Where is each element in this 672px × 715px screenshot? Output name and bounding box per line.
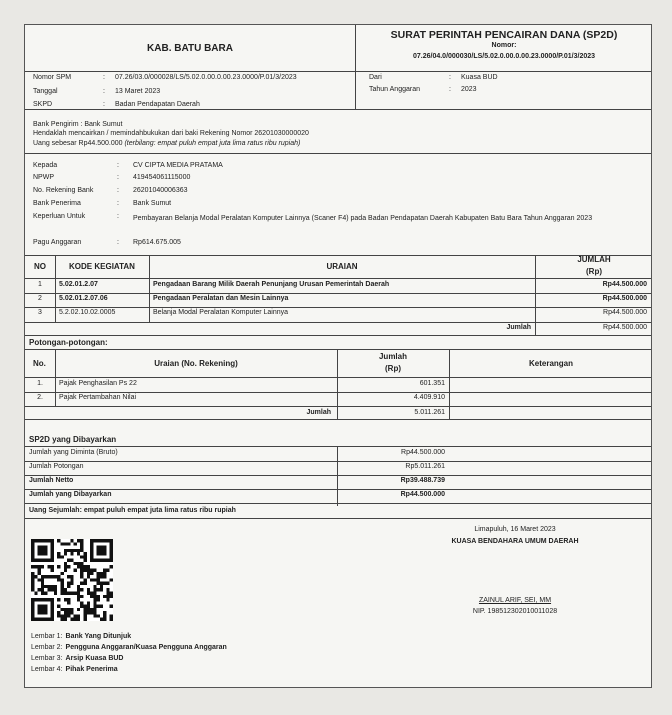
potongan-jumlah-label: Jumlah (306, 409, 331, 416)
pagu-value: Rp614.675.005 (133, 239, 181, 246)
dibayarkan-row-value: Rp44.500.000 (400, 491, 445, 498)
col-no: NO (34, 262, 46, 271)
bank-penerima-value: Bank Sumut (133, 200, 172, 207)
dibayarkan-row-value: Rp5.011.261 (405, 463, 445, 470)
tahun-anggaran-value: 2023 (461, 86, 477, 93)
col-uraian: URAIAN (326, 262, 358, 271)
kegiatan-jumlah-label: Jumlah (506, 324, 531, 331)
potongan-row-no: 2. (37, 394, 43, 401)
dari-value: Kuasa BUD (461, 74, 498, 81)
potongan-col-jumlah: Jumlah (Rp) (378, 352, 407, 373)
kegiatan-row-kode: 5.02.01.2.07 (59, 281, 98, 288)
kegiatan-row-no: 1 (38, 281, 42, 288)
uang-sejumlah: Uang Sejumlah: empat puluh empat juta lima ratus ribu rupiah (29, 507, 236, 514)
kegiatan-row-kode: 5.2.02.10.02.0005 (59, 309, 116, 316)
lembar-label: Arsip Kuasa BUD (65, 655, 124, 662)
kegiatan-row-jumlah: Rp44.500.000 (603, 309, 647, 316)
kegiatan-row-jumlah: Rp44.500.000 (602, 295, 647, 302)
jabatan: KUASA BENDAHARA UMUM DAERAH (451, 538, 579, 545)
tempat-tanggal: Limapuluh, 16 Maret 2023 (474, 526, 556, 533)
lembar-prefix: Lembar 1: (31, 633, 63, 640)
potongan-col-uraian: Uraian (No. Rekening) (154, 359, 238, 368)
dibayarkan-row-label: Jumlah Netto (29, 477, 74, 484)
potongan-row-jumlah: 601.351 (419, 380, 445, 387)
kepada-value: CV CIPTA MEDIA PRATAMA (133, 162, 223, 169)
potongan-row-uraian: Pajak Pertambahan Nilai (59, 394, 137, 401)
sp2d-document: KAB. BATU BARA SURAT PERINTAH PENCAIRAN DANA (SP2D) Nomor: 07.26/04.0/000030/LS/5.02.0.00.0.00.23.0000/P.01/3/2023 Nomor SPM : 07.26/03.0/000028/LS/5.02.0.00.0.00.23.0000/P.01/3/2023 Tanggal : 13 Maret 2023 SKPD : Badan Pendapatan Daerah Dari : Kuasa BUD Tahun Anggaran : 2023 Bank Pengirim : Bank Sumut Hendaklah mencairkan / memindahbukukan dari baki Rekening Nomor 26201030000020 Uang sebesar Rp44.500.000 (terbilang: empat puluh empat juta lima ratus ribu rupiah) Kepada : CV CIPTA MEDIA PRATAMA NPWP : 419454061115000 No. Rekening Bank : 26201040006363 Bank Penerima : Bank Sumut Keperluan Untuk : Pembayaran Belanja Modal Peralatan Komputer Lainnya (Scaner F4) pada Badan Pendapatan Daerah Kabupaten Batu Bara Tahun Anggaran 2023 Pagu Anggaran : Rp614.675.005 NO KODE KEGIATAN URAIAN JUMLAH (Rp) 1 5.02.01.2.07 Pengadaan Barang Milik Daerah Penunjang Urusan Pemerintah Daerah Rp44.500.000 2 5.02.01.2.07.06 Pengadaan Peralatan dan Mesin Lainnya Rp44.500.000 3 5.2.02.10.02.0005 Belanja Modal Peralatan Komputer Lainnya Rp44.500.000 Jumlah Rp44.500.000 Potongan-potongan: No. Uraian (No. Rekening) Jumlah (Rp) Keterangan 1. Pajak Penghasilan Ps 22 601.351 2. Pajak Pertambahan Nilai 4.409.910 Jumlah 5.011.261 SP2D yang Dibayarkan Jumlah yang Diminta (Bruto) Rp44.500.000 Jumlah Potongan Rp5.011.261 Jumlah Netto Rp39.488.739 Jumlah yang Dibayarkan Rp44.500.000 Uang Sejumlah: empat puluh empat juta lima ratus ribu rupiah Limapuluh, 16 Maret 2023 KUASA BENDAHARA UMUM DAERAH ZAINUL ARIF, SEI, MM NIP. 198512302010011028 Lembar 1: Bank Yang Ditunjuk Lembar 2: Pengguna Anggaran/Kuasa Pengguna Anggaran Lembar 3: Arsip Kuasa BUD Lembar 4: Pihak Penerima (24, 24, 652, 688)
lembar-label: Bank Yang Ditunjuk (65, 633, 132, 640)
qr-code (31, 539, 113, 621)
npwp-value: 419454061115000 (133, 174, 191, 181)
lembar-item (31, 633, 131, 640)
skpd-value: Badan Pendapatan Daerah (115, 101, 200, 108)
potongan-col-keterangan: Keterangan (528, 359, 573, 368)
kegiatan-row-no: 2 (38, 295, 42, 302)
dibayarkan-row-label: Jumlah Potongan (29, 463, 84, 470)
potongan-row-uraian: Pajak Penghasilan Ps 22 (59, 380, 137, 387)
nomor-value: 07.26/04.0/000030/LS/5.02.0.00.0.00.23.0000/P.01/3/2023 (412, 53, 596, 60)
col-jumlah: JUMLAH (Rp) (577, 255, 611, 276)
kegiatan-row-kode: 5.02.01.2.07.06 (59, 295, 108, 302)
sp2d-title: SURAT PERINTAH PENCAIRAN DANA (SP2D) (390, 29, 618, 41)
col-kode: KODE KEGIATAN (69, 262, 135, 271)
potongan-jumlah-value: 5.011.261 (414, 409, 445, 416)
nama-pejabat: ZAINUL ARIF, SEI, MM (478, 597, 552, 604)
dibayarkan-row-label: Jumlah yang Diminta (Bruto) (29, 449, 118, 456)
kabupaten-title: KAB. BATU BARA (147, 43, 233, 54)
kegiatan-row-no: 3 (38, 309, 42, 316)
rekening-label: No. Rekening Bank (33, 187, 94, 194)
rekening-value: 26201040006363 (133, 187, 188, 194)
nomor-label: Nomor: (491, 42, 517, 49)
instruksi-pencairan: Hendaklah mencairkan / memindahbukukan dari baki Rekening Nomor 26201030000020 (33, 130, 309, 137)
tanggal-label: Tanggal (33, 88, 58, 95)
bank-pengirim: Bank Pengirim : Bank Sumut (33, 121, 123, 128)
lembar-item (31, 644, 227, 651)
lembar-item (31, 666, 118, 673)
lembar-item (31, 655, 124, 662)
nip-pejabat: NIP. 198512302010011028 (472, 608, 558, 615)
potongan-row-jumlah: 4.409.910 (413, 394, 445, 401)
lembar-label: Pengguna Anggaran/Kuasa Pengguna Anggaran (65, 644, 227, 651)
npwp-label: NPWP (33, 174, 54, 181)
kegiatan-row-uraian: Pengadaan Barang Milik Daerah Penunjang Urusan Pemerintah Daerah (153, 281, 390, 288)
lembar-label: Pihak Penerima (65, 666, 118, 673)
keperluan-label: Keperluan Untuk (33, 213, 86, 220)
lembar-prefix: Lembar 3: (31, 655, 63, 662)
potongan-row-no: 1. (37, 380, 43, 387)
kegiatan-jumlah-value: Rp44.500.000 (603, 324, 647, 331)
skpd-label: SKPD (33, 101, 53, 108)
lembar-prefix: Lembar 2: (31, 644, 63, 651)
dibayarkan-row-value: Rp39.488.739 (400, 477, 445, 484)
keperluan-value: Pembayaran Belanja Modal Peralatan Komputer Lainnya (Scaner F4) pada Badan Pendapatan Daerah Kabupaten Batu Bara Tahun Anggaran 2023 (133, 215, 593, 222)
dibayarkan-row-label: Jumlah yang Dibayarkan (29, 491, 112, 498)
tahun-anggaran-label: Tahun Anggaran (369, 86, 420, 93)
lembar-prefix: Lembar 4: (31, 666, 63, 673)
kegiatan-row-uraian: Belanja Modal Peralatan Komputer Lainnya (153, 309, 289, 316)
potongan-title: Potongan-potongan: (29, 338, 108, 347)
kegiatan-row-uraian: Pengadaan Peralatan dan Mesin Lainnya (153, 295, 289, 302)
nomor-spm-value: 07.26/03.0/000028/LS/5.02.0.00.0.00.23.0000/P.01/3/2023 (115, 74, 297, 81)
bank-penerima-label: Bank Penerima (33, 200, 81, 207)
uang-sebesar: Uang sebesar Rp44.500.000 (terbilang: empat puluh empat juta lima ratus ribu rupiah) (33, 140, 301, 147)
kegiatan-row-jumlah: Rp44.500.000 (602, 281, 647, 288)
dari-label: Dari (369, 74, 382, 81)
pagu-label: Pagu Anggaran (33, 239, 82, 246)
tanggal-value: 13 Maret 2023 (115, 88, 161, 95)
dibayarkan-row-value: Rp44.500.000 (401, 449, 445, 456)
sp2d-dibayarkan-title: SP2D yang Dibayarkan (29, 435, 117, 444)
potongan-col-no: No. (33, 359, 46, 368)
kepada-label: Kepada (33, 162, 58, 169)
nomor-spm-label: Nomor SPM (33, 74, 72, 81)
